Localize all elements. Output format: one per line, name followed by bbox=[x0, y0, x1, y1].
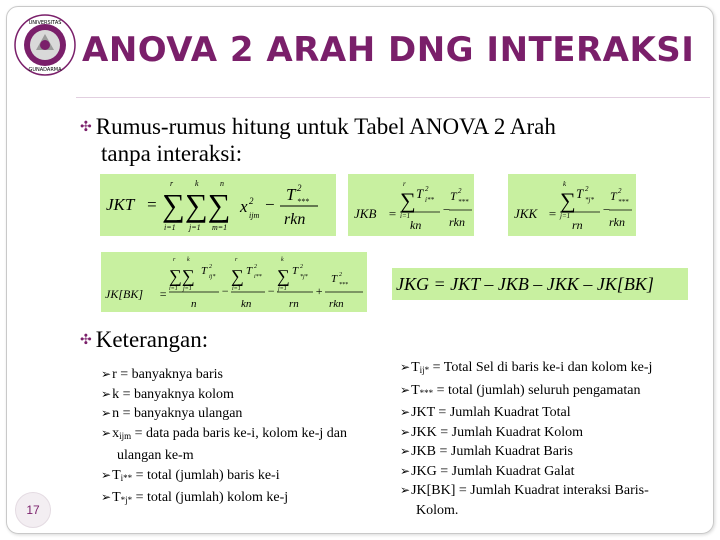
svg-text:***: *** bbox=[618, 198, 629, 206]
svg-text:=: = bbox=[388, 206, 397, 221]
svg-text:JK[BK]: JK[BK] bbox=[105, 287, 144, 301]
svg-text:kn: kn bbox=[410, 218, 422, 232]
svg-text:2: 2 bbox=[585, 185, 589, 193]
legend-item bbox=[400, 423, 652, 443]
svg-text:***: *** bbox=[458, 198, 469, 206]
bullet-icon: ✣ bbox=[80, 333, 92, 348]
legend-text: = total (jumlah) seluruh pengamatan bbox=[433, 382, 641, 398]
legend-item bbox=[400, 462, 652, 482]
legend-symbol: k bbox=[112, 386, 120, 402]
svg-text:rkn: rkn bbox=[609, 215, 625, 229]
legend-text: = Jumlah Kuadrat Kolom bbox=[436, 424, 584, 440]
legend-item bbox=[400, 403, 652, 423]
svg-text:i**: i** bbox=[425, 196, 434, 204]
svg-text:j=1: j=1 bbox=[560, 212, 571, 220]
svg-text:T: T bbox=[576, 186, 584, 201]
legend-item bbox=[101, 488, 347, 511]
legend-item bbox=[400, 358, 652, 381]
legend-symbol: JK[BK] bbox=[411, 483, 456, 498]
svg-text:rkn: rkn bbox=[449, 215, 465, 229]
arrow-bullet-icon: ➢ bbox=[400, 463, 411, 478]
svg-text:x: x bbox=[240, 197, 248, 216]
svg-text:JKK: JKK bbox=[514, 206, 538, 221]
legend-text: = total (jumlah) kolom ke-j bbox=[132, 490, 289, 505]
svg-text:m=1: m=1 bbox=[212, 223, 228, 232]
formula-jkb bbox=[348, 174, 474, 236]
legend-text: = data pada baris ke-i, kolom ke-j dan bbox=[131, 425, 347, 441]
svg-text:i=1: i=1 bbox=[169, 286, 178, 292]
svg-text:T: T bbox=[246, 265, 253, 277]
svg-text:n: n bbox=[191, 298, 197, 310]
legend-symbol: JKG bbox=[411, 463, 437, 479]
arrow-bullet-icon: ➢ bbox=[101, 367, 112, 381]
intro-line-2: tanpa interaksi: bbox=[101, 141, 243, 166]
svg-text:j=1: j=1 bbox=[183, 286, 192, 292]
svg-text:−: − bbox=[442, 202, 451, 217]
svg-text:r: r bbox=[403, 180, 406, 188]
svg-text:2: 2 bbox=[254, 264, 257, 270]
svg-text:∑∑: ∑∑ bbox=[169, 266, 195, 286]
arrow-bullet-icon: ➢ bbox=[400, 424, 411, 439]
svg-text:r: r bbox=[173, 257, 176, 263]
svg-text:JKT: JKT bbox=[106, 195, 135, 214]
arrow-bullet-icon: ➢ bbox=[101, 490, 112, 504]
svg-text:2: 2 bbox=[249, 196, 254, 206]
legend-item bbox=[101, 404, 347, 424]
title-divider bbox=[76, 97, 710, 98]
svg-text:k: k bbox=[195, 179, 199, 188]
svg-text:T: T bbox=[292, 265, 299, 277]
svg-text:*j*: *j* bbox=[585, 196, 594, 204]
legend-symbol: JKB bbox=[411, 444, 436, 459]
svg-text:2: 2 bbox=[297, 183, 302, 193]
legend-item bbox=[101, 365, 347, 385]
legend-item bbox=[400, 501, 652, 521]
bullet-icon: ✣ bbox=[80, 120, 92, 135]
legend-left-list bbox=[101, 365, 347, 511]
keterangan-heading: ✣ Keterangan: bbox=[80, 326, 208, 355]
legend-text: = total (jumlah) baris ke-i bbox=[132, 467, 280, 483]
university-logo bbox=[14, 14, 76, 76]
svg-text:kn: kn bbox=[241, 298, 252, 310]
svg-text:2: 2 bbox=[618, 187, 622, 195]
svg-text:UNIVERSITAS: UNIVERSITAS bbox=[28, 20, 62, 26]
svg-text:j=1: j=1 bbox=[278, 286, 287, 292]
legend-subscript: *** bbox=[419, 387, 434, 398]
legend-item bbox=[101, 446, 347, 466]
legend-symbol: JKK bbox=[411, 424, 437, 440]
legend-text: = Jumlah Kuadrat Total bbox=[434, 405, 571, 420]
legend-item bbox=[400, 442, 652, 462]
legend-right-list bbox=[400, 358, 652, 520]
svg-text:T: T bbox=[450, 189, 457, 203]
legend-symbol: n bbox=[112, 406, 120, 421]
legend-subscript: ij* bbox=[419, 365, 430, 375]
legend-symbol: r bbox=[112, 367, 117, 382]
legend-item bbox=[101, 466, 347, 489]
svg-text:rn: rn bbox=[289, 298, 299, 310]
svg-text:=: = bbox=[548, 206, 557, 221]
svg-text:rkn: rkn bbox=[284, 211, 306, 228]
svg-text:i=1: i=1 bbox=[232, 286, 241, 292]
arrow-bullet-icon: ➢ bbox=[400, 360, 411, 374]
formula-jkg: JKG = JKT – JKB – JKK – JK[BK] bbox=[396, 274, 654, 294]
arrow-bullet-icon: ➢ bbox=[101, 386, 112, 401]
legend-symbol: T bbox=[411, 360, 420, 375]
legend-symbol: T bbox=[112, 490, 121, 505]
legend-symbol: T bbox=[112, 467, 121, 483]
arrow-bullet-icon: ➢ bbox=[101, 406, 112, 420]
svg-text:=: = bbox=[146, 195, 158, 214]
legend-item bbox=[101, 424, 347, 447]
legend-text: = Jumlah Kuadrat Baris bbox=[435, 444, 573, 459]
svg-text:i=1: i=1 bbox=[400, 212, 411, 220]
svg-text:2: 2 bbox=[300, 264, 303, 270]
svg-text:rn: rn bbox=[572, 218, 583, 232]
formula-jkbk bbox=[101, 252, 367, 312]
legend-text: = banyaknya ulangan bbox=[119, 406, 243, 421]
svg-text:∑: ∑ bbox=[400, 188, 416, 213]
svg-text:T: T bbox=[201, 265, 208, 277]
legend-text: = banyaknya baris bbox=[116, 367, 223, 382]
arrow-bullet-icon: ➢ bbox=[101, 425, 112, 440]
formula-jkk bbox=[508, 174, 636, 236]
svg-text:T: T bbox=[331, 273, 338, 285]
svg-text:rkn: rkn bbox=[329, 298, 344, 310]
slide-title: ANOVA 2 ARAH DNG INTERAKSI bbox=[82, 30, 695, 70]
arrow-bullet-icon: ➢ bbox=[101, 467, 112, 482]
svg-text:−: − bbox=[267, 284, 276, 298]
svg-text:2: 2 bbox=[458, 187, 462, 195]
svg-text:k: k bbox=[563, 180, 567, 188]
svg-text:=: = bbox=[159, 287, 168, 301]
legend-symbol: T bbox=[411, 382, 420, 398]
svg-text:JKB: JKB bbox=[354, 206, 377, 221]
svg-text:2: 2 bbox=[209, 264, 212, 270]
svg-text:−: − bbox=[264, 195, 276, 214]
svg-text:+: + bbox=[315, 284, 324, 298]
arrow-bullet-icon: ➢ bbox=[400, 444, 411, 458]
svg-text:j=1: j=1 bbox=[189, 223, 201, 232]
svg-text:r: r bbox=[235, 257, 238, 263]
legend-subscript: i** bbox=[120, 472, 133, 483]
svg-text:ij*: ij* bbox=[209, 274, 216, 280]
legend-item bbox=[101, 385, 347, 405]
svg-text:***: *** bbox=[297, 197, 309, 206]
formula-jkt bbox=[100, 174, 336, 236]
svg-text:ijm: ijm bbox=[249, 211, 260, 220]
svg-text:−: − bbox=[602, 202, 611, 217]
svg-text:T: T bbox=[610, 189, 617, 203]
legend-subscript: *j* bbox=[120, 495, 133, 505]
svg-text:*j*: *j* bbox=[300, 274, 308, 280]
svg-text:k: k bbox=[187, 257, 190, 263]
svg-text:T: T bbox=[416, 186, 424, 201]
arrow-bullet-icon: ➢ bbox=[400, 483, 411, 497]
svg-text:i=1: i=1 bbox=[164, 223, 176, 232]
svg-text:2: 2 bbox=[339, 272, 342, 278]
svg-text:T: T bbox=[286, 185, 296, 204]
legend-text: = banyaknya kolom bbox=[119, 386, 234, 402]
legend-symbol: x bbox=[112, 425, 120, 441]
legend-item bbox=[400, 481, 652, 501]
arrow-bullet-icon: ➢ bbox=[400, 382, 411, 397]
legend-text: Kolom. bbox=[416, 502, 459, 518]
intro-line-1: ✣ Rumus-rumus hitung untuk Tabel ANOVA 2 Arah bbox=[80, 113, 556, 142]
legend-text: = Jumlah Kuadrat interaksi Baris- bbox=[455, 483, 649, 498]
svg-text:−: − bbox=[221, 284, 230, 298]
page-number: 17 bbox=[15, 492, 51, 528]
legend-text: = Jumlah Kuadrat Galat bbox=[436, 463, 575, 479]
svg-text:k: k bbox=[281, 257, 284, 263]
svg-text:∑: ∑ bbox=[277, 266, 290, 286]
svg-text:2: 2 bbox=[425, 185, 429, 193]
svg-text:***: *** bbox=[339, 282, 348, 288]
arrow-bullet-icon: ➢ bbox=[400, 405, 411, 419]
svg-text:∑∑∑: ∑∑∑ bbox=[162, 187, 231, 223]
legend-subscript: ijm bbox=[119, 430, 132, 441]
svg-text:∑: ∑ bbox=[231, 266, 244, 286]
legend-item bbox=[400, 381, 652, 404]
svg-text:GUNADARMA: GUNADARMA bbox=[28, 67, 62, 73]
svg-text:r: r bbox=[170, 179, 174, 188]
legend-text: ulangan ke-m bbox=[117, 448, 194, 463]
legend-text: = Total Sel di baris ke-i dan kolom ke-j bbox=[429, 360, 653, 375]
svg-text:i**: i** bbox=[254, 274, 262, 280]
svg-text:n: n bbox=[220, 179, 224, 188]
svg-text:∑: ∑ bbox=[560, 188, 576, 213]
legend-symbol: JKT bbox=[411, 405, 435, 420]
